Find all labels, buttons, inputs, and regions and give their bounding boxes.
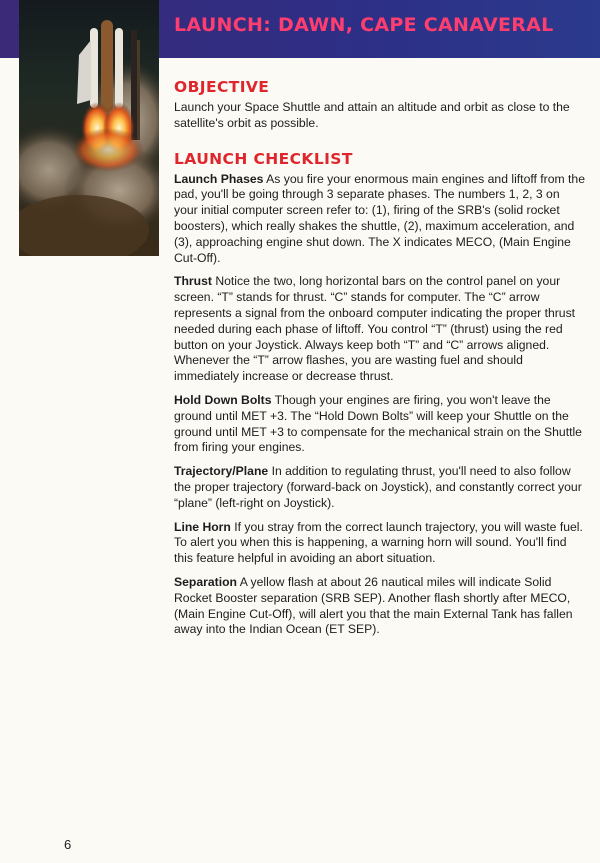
item-term: Separation [174,574,237,589]
checklist-item-line-horn [174,520,586,567]
item-text: Though your engines are firing, you won't leave the ground until MET +3. The “Hold Down Bolts” will keep your Shuttle on the ground until MET +3 to compensate for the mechanical strain on the Shuttle from firing your engines. [174,392,582,455]
page-number: 6 [64,837,72,852]
space-shuttle-launch-image [19,0,159,256]
page-title: LAUNCH: DAWN, CAPE CANAVERAL [174,14,554,36]
item-term: Hold Down Bolts [174,392,272,407]
checklist-item-thrust [174,274,586,385]
item-text: A yellow flash at about 26 nautical miles will indicate Solid Rocket Booster separation (SRB SEP). Another flash shortly after MECO, (Main Engine Cut-Off), will alert you that the main External Tank has fallen away into the Indian Ocean (ET SEP). [174,574,573,637]
checklist-item-trajectory-plane [174,464,586,511]
objective-heading: OBJECTIVE [174,78,270,96]
item-term: Thrust [174,274,212,289]
checklist-item-separation [174,575,586,638]
item-text: Notice the two, long horizontal bars on the control panel on your screen. “T” stands for thrust. “C” stands for computer. The “C” arrow represents a signal from the onboard computer indicating the proper thrust needed during each phase of liftoff. You control “T” (thrust) using the red button on your Joystick. Always keep both “T” and “C” arrows aligned. Whenever the “T” arrow flashes, you are wasting fuel and should immediately increase or decrease thrust. [174,274,576,384]
checklist-item-launch-phases [174,172,586,267]
main-content [174,78,586,646]
shuttle-launch-photo [19,0,159,256]
item-term: Trajectory/Plane [174,464,269,479]
item-term: Line Horn [174,519,231,534]
item-text: In addition to regulating thrust, you'll need to also follow the proper trajectory (forward-back on Joystick), and constantly correct your “plane” (left-right on Joystick). [174,464,582,510]
objective-text: Launch your Space Shuttle and attain an altitude and orbit as close to the satellite's orbit as possible. [174,100,570,130]
item-text: As you fire your enormous main engines and liftoff from the pad, you'll be going through 3 separate phases. The numbers 1, 2, 3 on your initial computer screen refer to: (1), firing of the SRB's (solid rocket boosters), which really shakes the shuttle, (2), maximum acceleration, and (3), approaching engine shut down. The X indicates MECO, (Main Engine Cut-Off). [174,171,585,265]
item-text: If you stray from the correct launch trajectory, you will waste fuel. To alert you when this is happening, a warning horn will sound. You'll find this feature helpful in avoiding an abort situation. [174,519,583,566]
launch-checklist-heading: LAUNCH CHECKLIST [174,149,353,168]
checklist-item-hold-down-bolts [174,393,586,456]
item-term: Launch Phases [174,171,264,186]
